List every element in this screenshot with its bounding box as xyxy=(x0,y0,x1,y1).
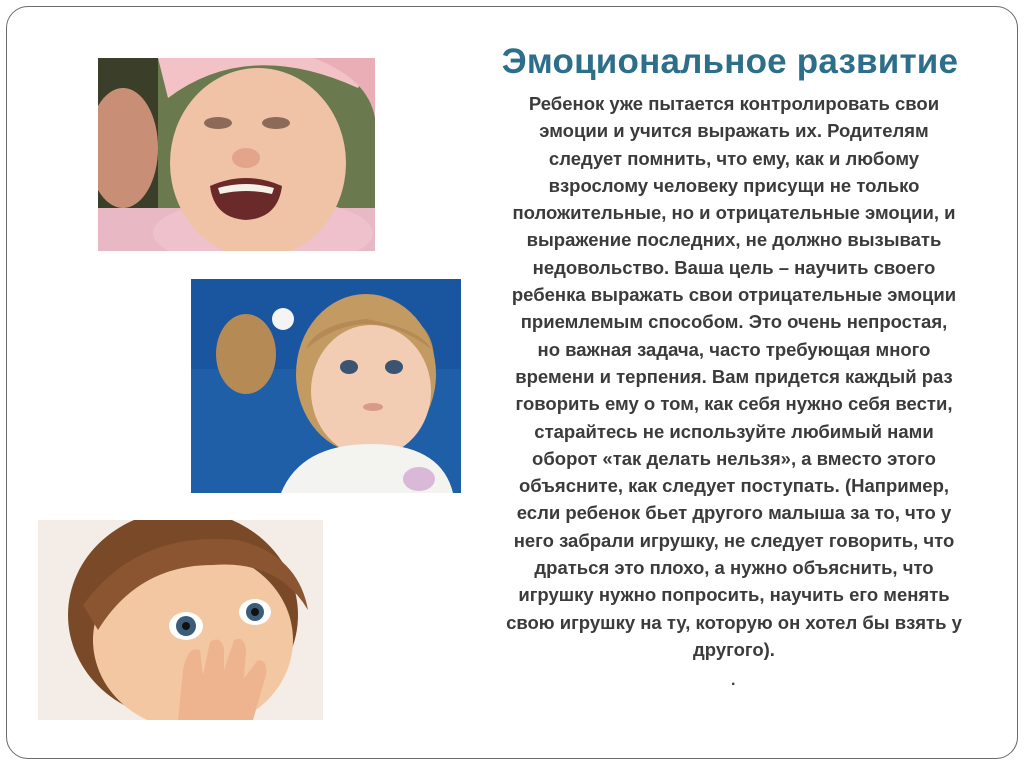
body-line: недовольство. Ваша цель – научить своего xyxy=(532,256,936,278)
body-line: положительные, но и отрицательные эмоции, и xyxy=(512,202,956,224)
body-line: эмоции и учится выражать их. Родителям xyxy=(539,120,929,142)
body-line: свою игрушку на ту, которую он хотел бы взять у xyxy=(506,611,962,633)
body-line: времени и терпения. Вам придется каждый раз xyxy=(515,365,953,387)
body-line: старайтесь не используйте любимый нами xyxy=(534,420,934,442)
body-line: оборот «так делать нельзя», а вместо этого xyxy=(532,447,936,469)
body-line: говорить ему о том, как себя нужно себя вести, xyxy=(515,393,953,415)
body-line: игрушку нужно попросить, научить его менять xyxy=(518,584,950,606)
body-line: ребенка выражать свои отрицательные эмоции xyxy=(511,284,957,306)
body-line: следует помнить, что ему, как и любому xyxy=(548,147,920,169)
body-line: приемлемым способом. Это очень непростая, xyxy=(520,311,948,333)
slide-title: Эмоциональное развитие xyxy=(501,42,959,81)
surprised-baby-photo xyxy=(38,520,323,720)
slide-body-text xyxy=(478,90,990,663)
trailing-dot: . xyxy=(731,672,736,689)
body-line: если ребенок бьет другого малыша за то, что у xyxy=(516,502,952,524)
crying-child-photo xyxy=(98,58,375,251)
body-line: него забрали игрушку, не следует говорить, что xyxy=(513,529,955,551)
girl-portrait-photo xyxy=(191,279,461,493)
body-line: но важная задача, часто требующая много xyxy=(537,338,931,360)
body-line: взрослому человеку присущи не только xyxy=(548,174,920,196)
body-line: выражение последних, не должно вызывать xyxy=(526,229,942,251)
body-line: другого). xyxy=(693,638,775,660)
body-line: объясните, как следует поступать. (Например, xyxy=(518,475,950,497)
body-line: драться это плохо, а нужно объяснить, что xyxy=(534,557,934,579)
body-line: Ребенок уже пытается контролировать свои xyxy=(528,93,940,114)
